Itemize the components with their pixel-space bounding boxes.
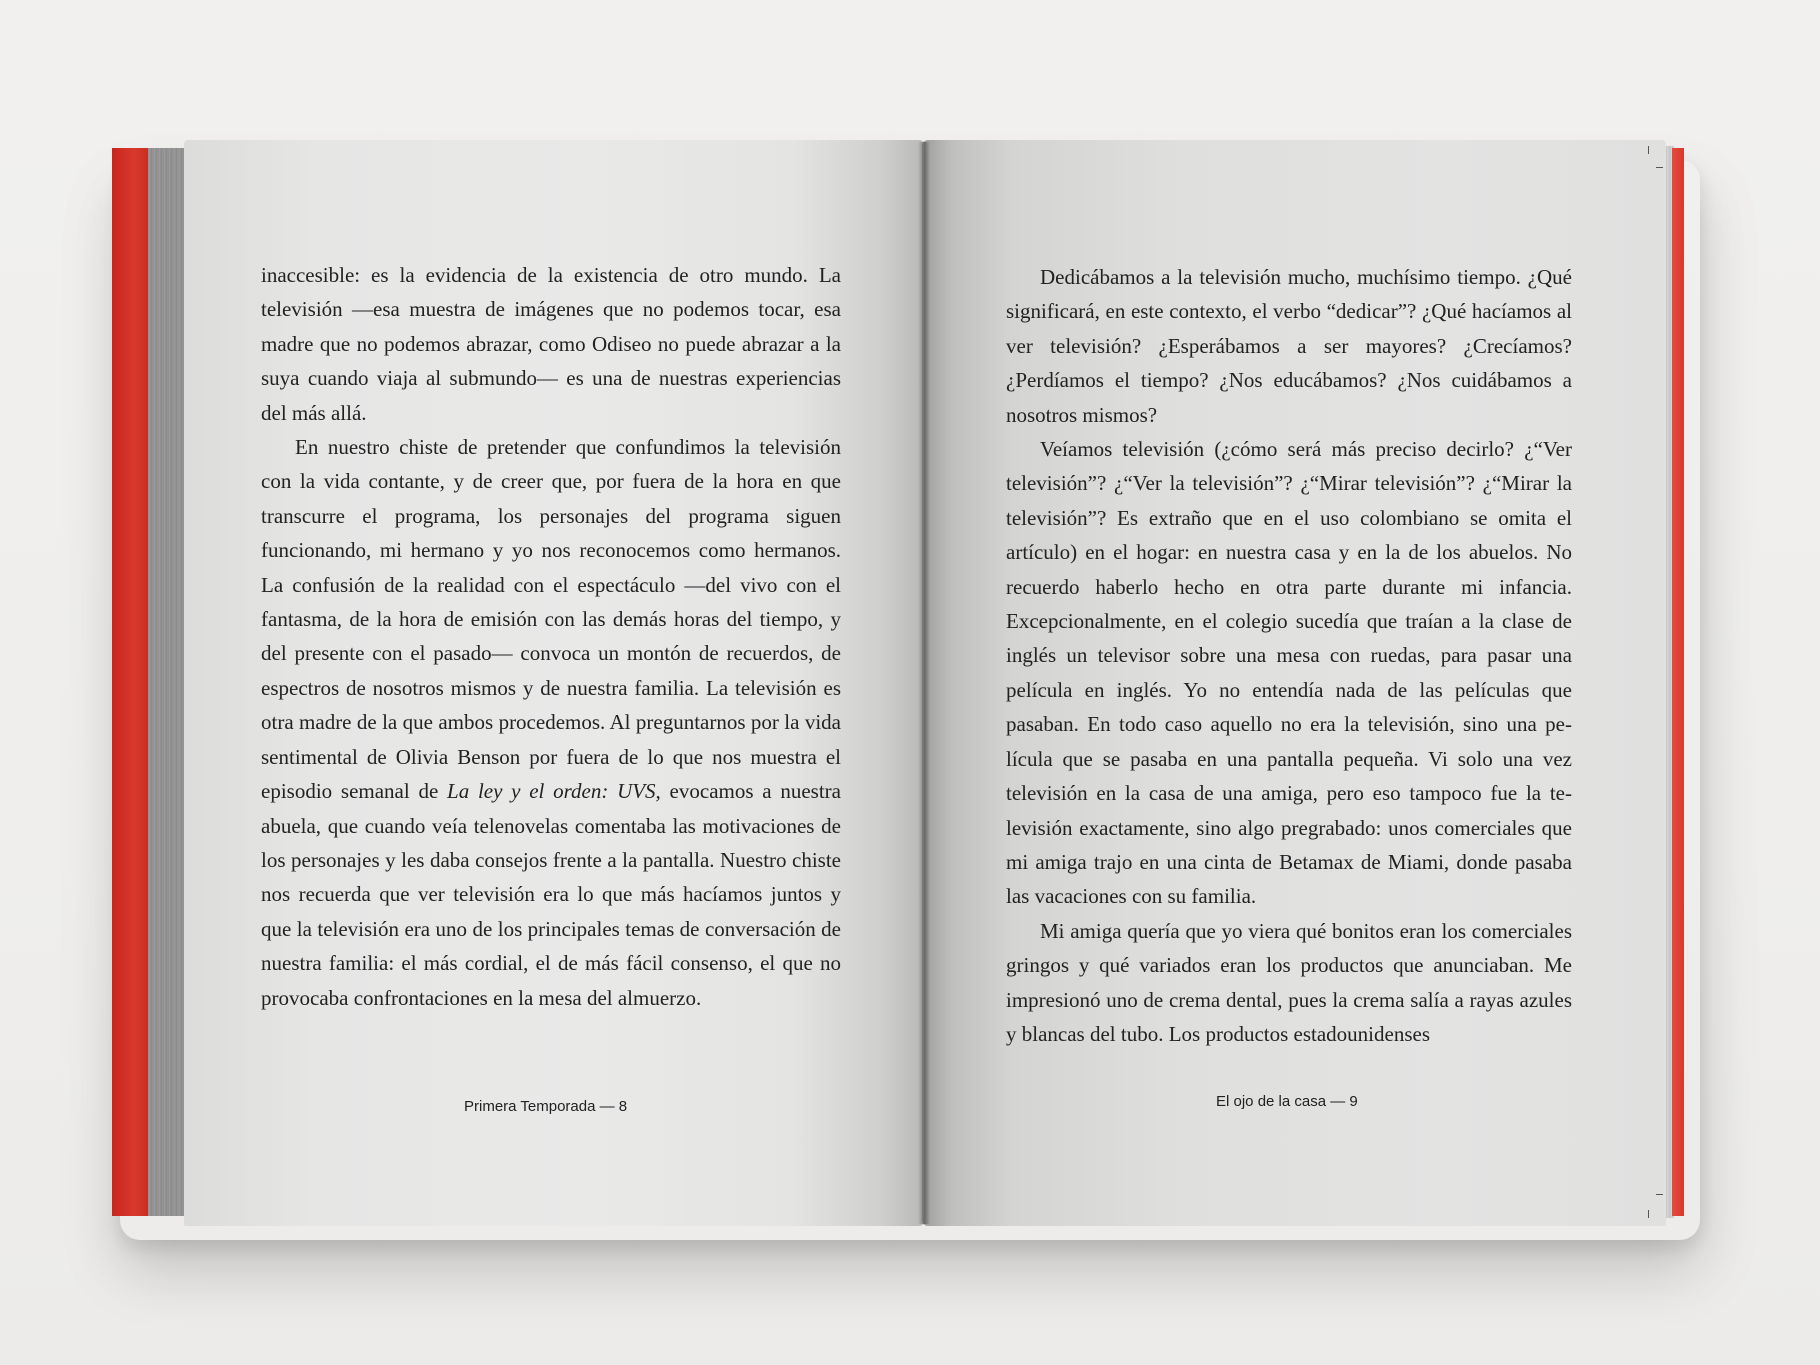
crop-mark-top-dash	[1656, 167, 1663, 168]
paragraph	[1006, 914, 1572, 1052]
paragraph	[1006, 260, 1572, 432]
left-page-body-text	[261, 258, 841, 1015]
italic-title-text: La ley y el orden: UVS,	[447, 779, 661, 804]
paragraph-text: En nuestro chiste de pretender que confundimos la televisión con la vida contante, y de creer que, por fuera de la hora en que transcurre el programa, los personajes del programa siguen funcionando, mi hermano y yo nos reconocemos como hermanos. La confusión de la realidad con el espectáculo —del vivo con el fantasma, de la hora de emisión con las demás horas del tiempo, y del presente con el pasado— convoca un montón de recuerdos, de espectros de nosotros mismos y de nuestra familia. La televisión es otra madre de la que ambos procedemos. Al preguntarnos por la vida sentimental de Olivia Benson por fuera de lo que nos muestra el episodio semanal de	[261, 435, 841, 804]
crop-mark-bottom	[1648, 1210, 1649, 1218]
paragraph	[1006, 432, 1572, 914]
paragraph-text: Veíamos televisión (¿cómo será más preciso decirlo? ¿“Ver televisión”? ¿“Ver la televisión”? ¿“Mirar televisión”? ¿“Mirar la televisión”? Es extraño que en el uso colombiano se omita el artículo) en el hogar: en nuestra casa y en la de los abuelos. No recuerdo haberlo hecho en otra parte durante mi infancia. Excepcionalmente, en el colegio sucedía que traían a la clase de inglés un televisor sobre una mesa con ruedas, para pasar una película en inglés. Yo no entendía nada de las películas que pasaban. En todo caso aquello no era la televisión, sino una película que se pasaba en una pantalla pequeña. Vi solo una vez televisión en la casa de una amiga, pero eso tampoco fue la televisión exactamente, sino algo pregrabado: unos comerciales que mi amiga trajo en una cinta de Betamax de Miami, donde pasaba las vacaciones con su familia.	[1006, 437, 1572, 909]
paragraph-text: Mi amiga quería que yo viera qué bonitos eran los comerciales gringos y qué variados eran los productos que anunciaban. Me impresionó uno de crema dental, pues la crema salía a rayas azules y blancas del tubo. Los productos estadounidenses	[1006, 918, 1572, 1046]
page-stack-left-edge	[148, 148, 186, 1216]
paragraph-text: evocamos a nuestra abuela, que cuando veía telenovelas comentaba las motivaciones de los personajes y les daba consejos frente a la pantalla. Nuestro chiste nos recuerda que ver televisión era lo que más hacíamos juntos y que la televisión era uno de los principales temas de conversación de nuestra familia: el más cordial, el de más fácil consenso, el que no provocaba confrontaciones en la mesa del almuerzo.	[261, 779, 841, 1010]
left-page	[184, 140, 925, 1226]
paragraph-text: Dedicábamos a la televisión mucho, muchísimo tiempo. ¿Qué significará, en este contexto, el verbo “dedicar”? ¿Qué hacíamos al ver televisión? ¿Esperábamos a ser mayores? ¿Crecíamos? ¿Perdíamos el tiempo? ¿Nos educábamos? ¿Nos cuidábamos a nosotros mismos?	[1006, 265, 1572, 427]
red-cover-left-edge	[112, 148, 152, 1216]
right-page-folio: El ojo de la casa — 9	[1216, 1093, 1358, 1110]
right-page	[922, 140, 1666, 1226]
paragraph-text: inaccesible: es la evidencia de la existencia de otro mundo. La televisión —esa muestra de imágenes que no podemos tocar, esa madre que no podemos abrazar, como Odiseo no puede abrazar a la suya cuando viaja al submundo— es una de nuestras experiencias del más allá.	[261, 263, 841, 425]
red-cover-right-edge	[1672, 148, 1684, 1216]
paragraph	[261, 430, 841, 1015]
right-page-body-text	[1006, 260, 1572, 1051]
paragraph	[261, 258, 841, 430]
crop-mark-bottom-dash	[1656, 1194, 1663, 1195]
crop-mark-top	[1648, 146, 1649, 154]
left-page-folio: Primera Temporada — 8	[464, 1098, 628, 1115]
book-gutter	[918, 142, 930, 1224]
